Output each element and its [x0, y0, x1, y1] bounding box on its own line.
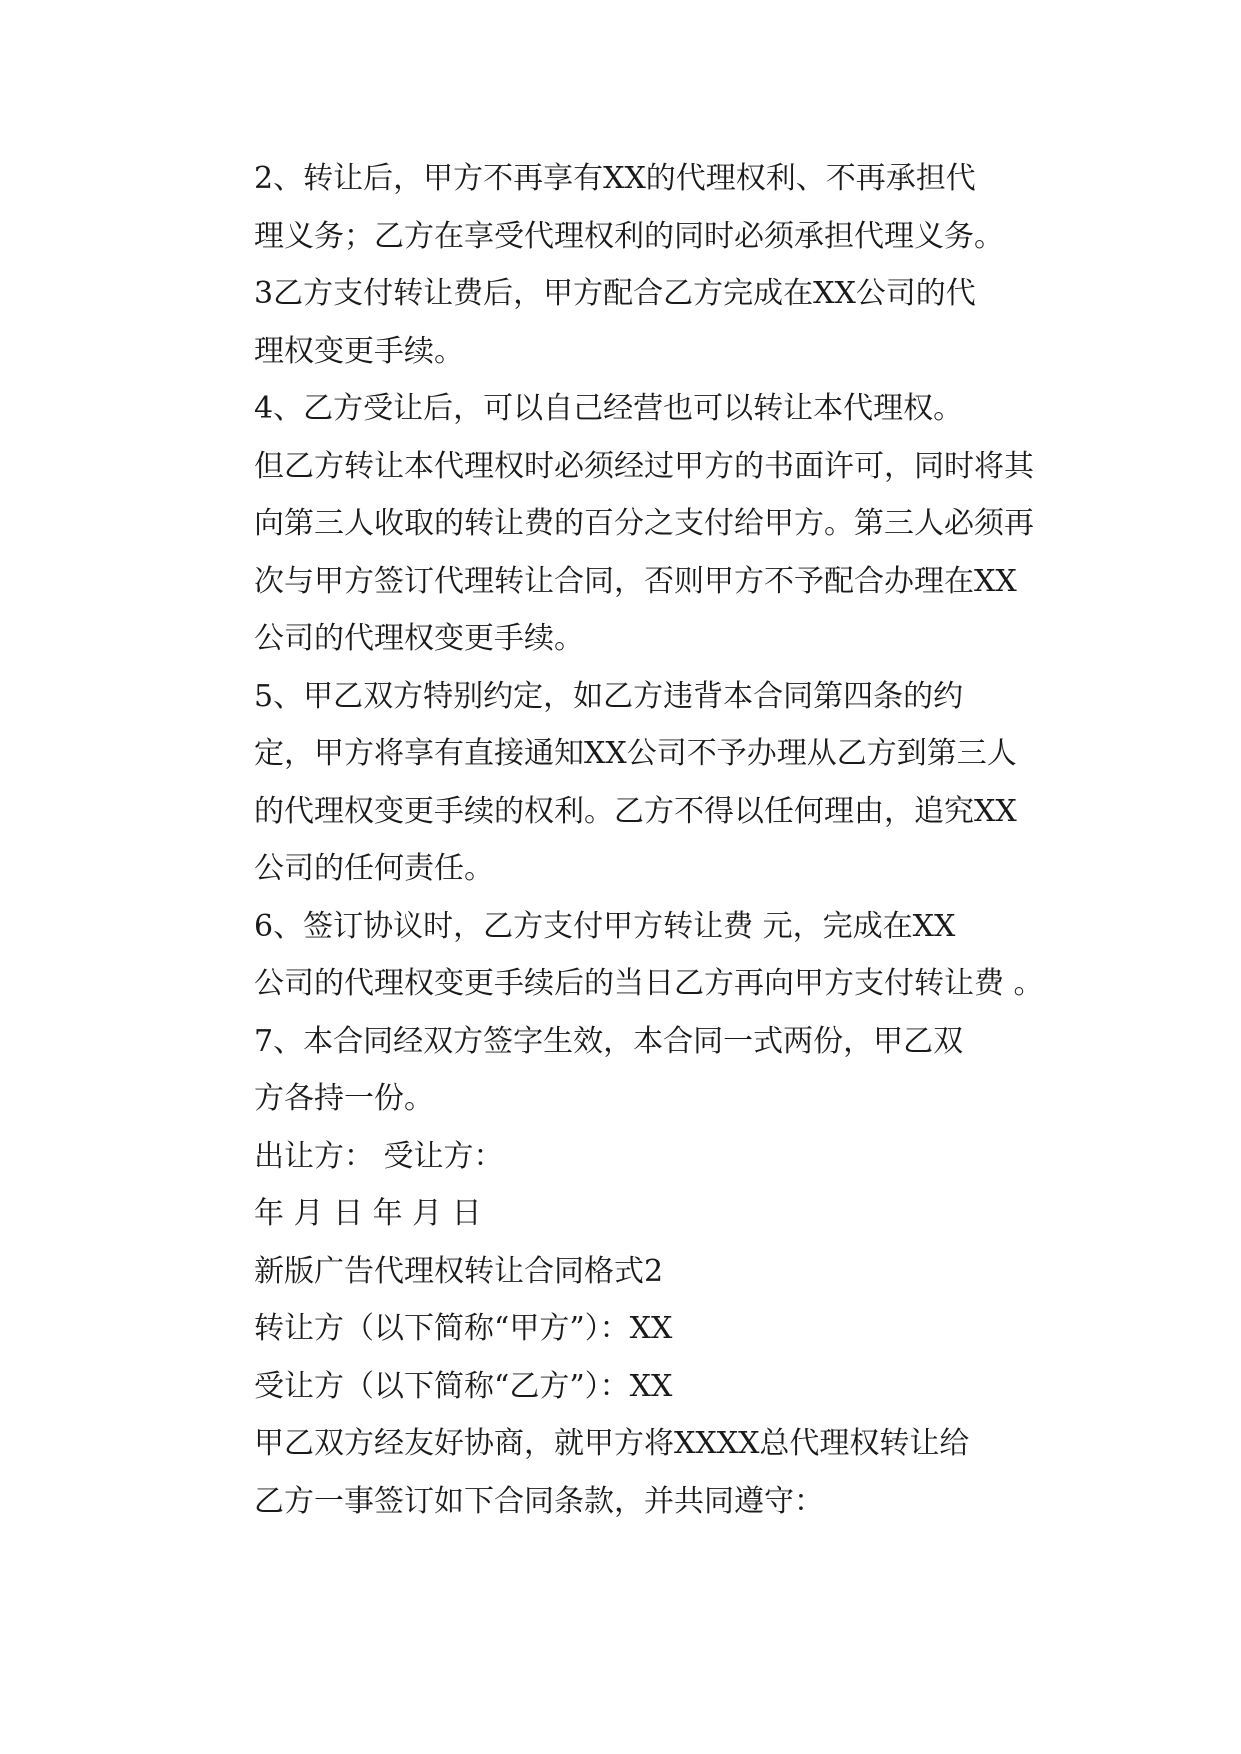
- text-line: 公司的代理权变更手续后的当日乙方再向甲方支付转让费 。: [254, 966, 1044, 1001]
- text-line: 乙方一事签订如下合同条款，并共同遵守：: [254, 1483, 824, 1519]
- paragraph-clause-3: [191, 265, 1061, 380]
- text-line: 向第三人收取的转让费的百分之支付给甲方。第三人必须再: [254, 506, 1034, 541]
- text-line: 定，甲方将享有直接通知XX公司不予办理从乙方到第三人: [254, 736, 1017, 771]
- text-line: 公司的代理权变更手续。: [254, 621, 584, 656]
- paragraph-clause-5: [191, 668, 1061, 898]
- text-line: 新版广告代理权转让合同格式2: [254, 1253, 664, 1289]
- paragraph-preamble: [191, 1415, 1061, 1530]
- document-body: [191, 150, 1061, 1530]
- transferor-line: [191, 1300, 1061, 1358]
- text-line: 理义务；乙方在享受代理权利的同时必须承担代理义务。: [254, 218, 1004, 254]
- text-line: 年 月 日 年 月 日: [254, 1196, 482, 1231]
- text-line: 公司的任何责任。: [254, 851, 494, 886]
- text-line: 的代理权变更手续的权利。乙方不得以任何理由，追究XX: [254, 793, 1017, 829]
- text-line: 7、本合同经双方签字生效，本合同一式两份，甲乙双: [254, 1023, 964, 1059]
- text-line: 3乙方支付转让费后，甲方配合乙方完成在XX公司的代: [254, 276, 976, 311]
- section-title: [191, 1243, 1061, 1301]
- transferee-line: [191, 1358, 1061, 1416]
- text-line: 4、乙方受让后，可以自己经营也可以转让本代理权。: [254, 391, 964, 426]
- signature-dates: [191, 1185, 1061, 1243]
- text-line: 方各持一份。: [254, 1081, 434, 1116]
- text-line: 2、转让后，甲方不再享有XX的代理权利、不再承担代: [254, 161, 976, 196]
- paragraph-clause-4: [191, 380, 1061, 668]
- paragraph-clause-6: [191, 898, 1061, 1013]
- text-line: 甲乙双方经友好协商，就甲方将XXXX总代理权转让给: [254, 1426, 970, 1461]
- text-line: 5、甲乙双方特别约定，如乙方违背本合同第四条的约: [254, 678, 964, 714]
- signature-parties: [191, 1128, 1061, 1186]
- text-line: 转让方（以下简称“甲方”）：XX: [254, 1311, 673, 1346]
- text-line: 受让方（以下简称“乙方”）：XX: [254, 1368, 673, 1404]
- paragraph-clause-2: [191, 150, 1061, 265]
- text-line: 理权变更手续。: [254, 333, 464, 369]
- text-line: 次与甲方签订代理转让合同，否则甲方不予配合办理在XX: [254, 563, 1017, 599]
- text-line: 出让方： 受让方：: [254, 1138, 504, 1174]
- paragraph-clause-7: [191, 1013, 1061, 1128]
- text-line: 但乙方转让本代理权时必须经过甲方的书面许可，同时将其: [254, 448, 1034, 484]
- text-line: 6、签订协议时，乙方支付甲方转让费 元，完成在XX: [254, 908, 956, 944]
